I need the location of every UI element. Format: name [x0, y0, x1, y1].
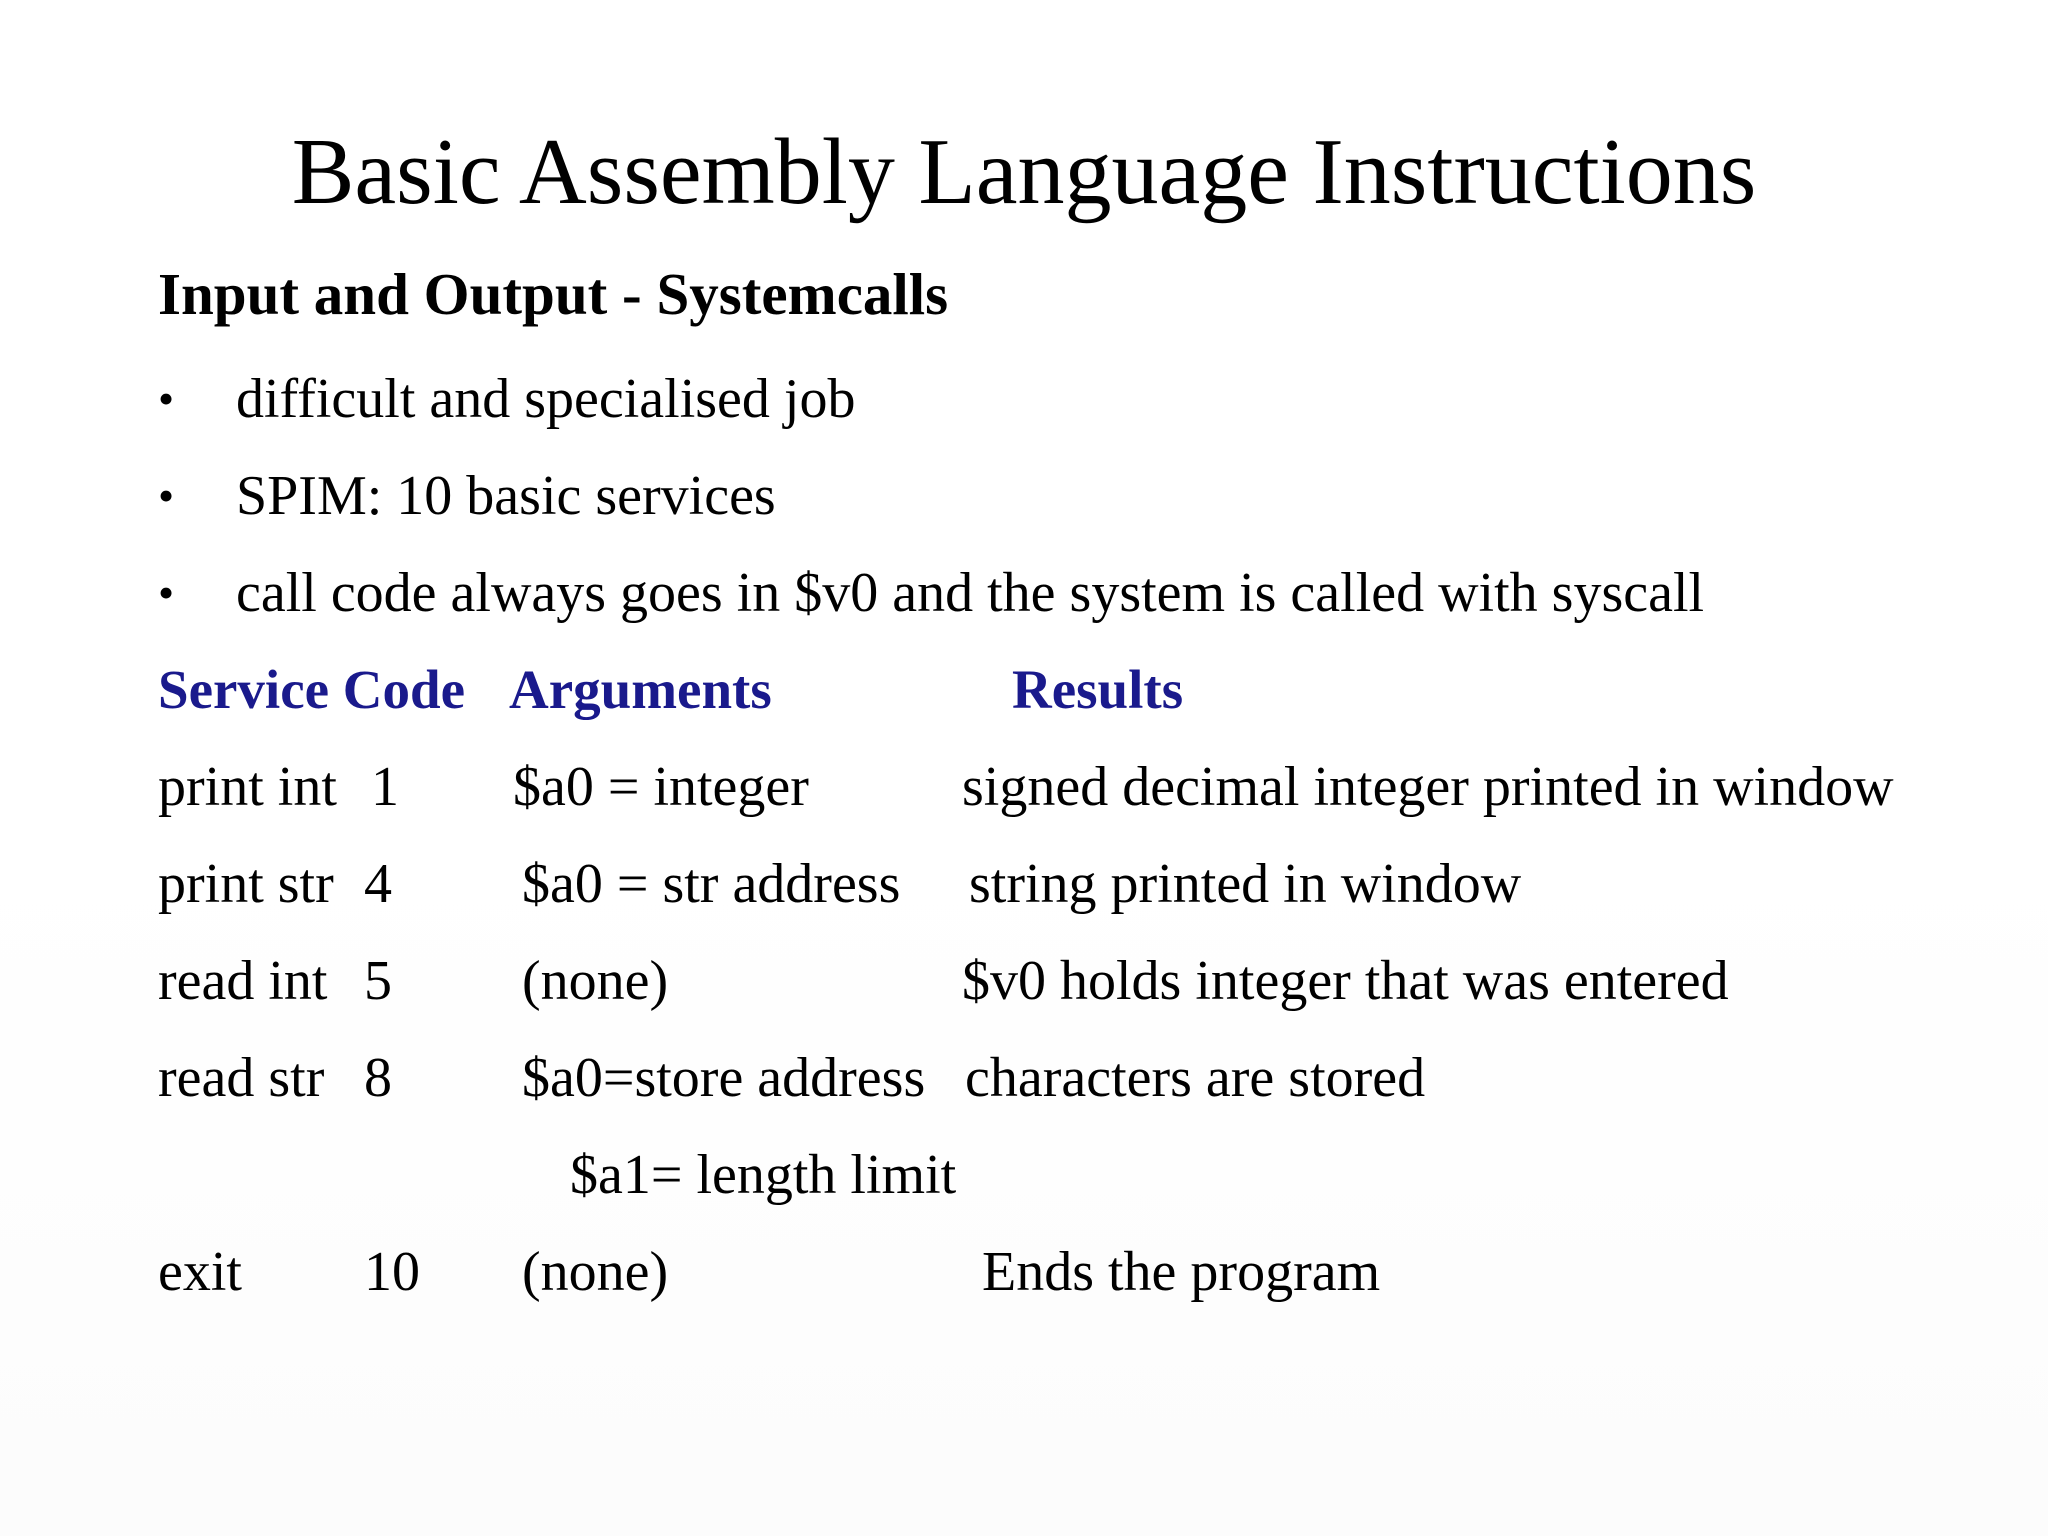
bullet-text: SPIM: 10 basic services: [236, 465, 776, 527]
bullet-text: difficult and specialised job: [236, 368, 856, 430]
row-code: 4: [364, 853, 392, 915]
row-code: 1: [371, 756, 399, 818]
row-arguments: (none): [522, 950, 669, 1012]
row-code: 8: [364, 1047, 392, 1109]
row-results: Ends the program: [982, 1241, 1381, 1303]
row-code: 10: [364, 1241, 420, 1303]
bullet-text: call code always goes in $v0 and the system is called with syscall: [236, 562, 1705, 624]
row-service: exit: [158, 1241, 242, 1303]
row-results: $v0 holds integer that was entered: [962, 950, 1729, 1012]
header-results: Results: [1012, 659, 1184, 720]
row-arguments: $a1= length limit: [570, 1144, 957, 1206]
row-service: print int: [158, 756, 337, 818]
bullet-icon: •: [158, 567, 175, 618]
row-results: characters are stored: [965, 1047, 1426, 1109]
row-service: print str: [158, 853, 334, 915]
row-service: read int: [158, 950, 328, 1012]
slide-title: Basic Assembly Language Instructions: [291, 120, 1757, 224]
row-code: 5: [364, 950, 392, 1012]
header-arguments: Arguments: [509, 659, 772, 720]
row-results: signed decimal integer printed in window: [962, 756, 1894, 818]
header-service-code: Service Code: [158, 659, 465, 720]
row-arguments: (none): [522, 1241, 669, 1303]
section-subtitle: Input and Output - Systemcalls: [158, 261, 949, 327]
row-arguments: $a0 = str address: [522, 853, 901, 915]
row-arguments: $a0 = integer: [513, 756, 809, 818]
row-arguments: $a0=store address: [522, 1047, 926, 1109]
row-results: string printed in window: [969, 853, 1522, 915]
row-service: read str: [158, 1047, 325, 1109]
bullet-icon: •: [158, 470, 175, 521]
bullet-icon: •: [158, 373, 175, 424]
